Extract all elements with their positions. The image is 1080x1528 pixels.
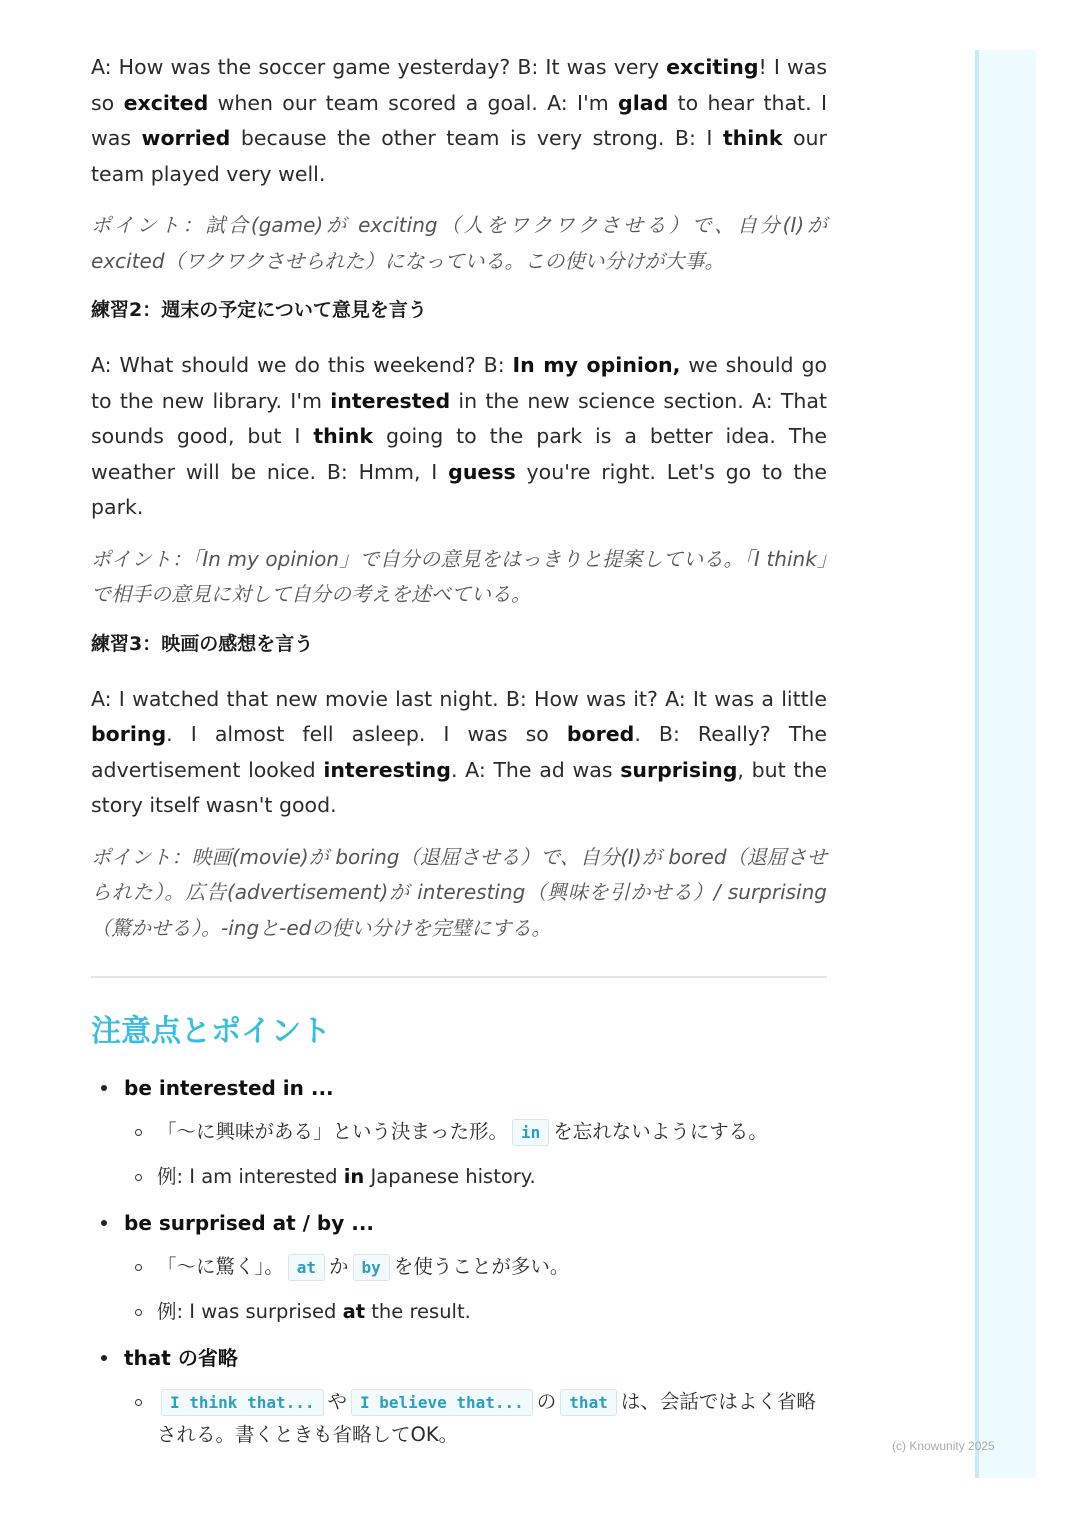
bold-term: boring [91, 722, 167, 746]
note-title: be interested in ... [124, 1076, 334, 1100]
text-run: を使うことが多い。 [393, 1255, 570, 1278]
bold-term: worried [141, 126, 231, 150]
text-run: を忘れないようにする。 [553, 1120, 768, 1143]
bold-term: in [343, 1165, 365, 1188]
note-title: that の省略 [124, 1346, 238, 1370]
copyright-footer: (c) Knowunity 2025 [892, 1439, 995, 1453]
practice2-heading: 練習2：週末の予定について意見を言う [91, 299, 427, 321]
text-run: you're right. Let's go to the park. [91, 459, 827, 519]
bold-term: at [342, 1300, 366, 1323]
text-run: 例: I was surprised [157, 1300, 343, 1323]
code-term: by [353, 1254, 390, 1281]
note-example [124, 1161, 827, 1193]
text-run: Japanese history. [364, 1165, 536, 1188]
note-detail [124, 1386, 827, 1451]
bold-term: interested [330, 388, 451, 413]
text-run: . I almost fell asleep. I was so [166, 722, 567, 746]
note-example [124, 1296, 827, 1328]
text-run: , but the story itself wasn't good. [91, 757, 827, 817]
text-run: の [536, 1390, 557, 1413]
text-run: か [329, 1255, 349, 1278]
code-term: in [512, 1119, 549, 1146]
practice1-point: ポイント：試合(game)が exciting（人をワクワクさせる）で、自分(I)が excited（ワクワクさせられた）になっている。この使い分けが大事。 [91, 213, 827, 273]
code-term: I think that... [161, 1389, 324, 1416]
bold-term: glad [618, 90, 669, 115]
note-detail [124, 1116, 827, 1149]
code-term: that [560, 1389, 617, 1416]
text-run: going to the park is a better idea. The weather will be nice. B: Hmm, I [91, 424, 827, 484]
note-item [91, 1072, 827, 1193]
note-sublist [124, 1116, 827, 1193]
section-divider [91, 976, 827, 978]
note-item [91, 1207, 827, 1328]
text-run: we should go to the new library. I'm [91, 353, 827, 413]
bold-term: surprising [620, 757, 738, 782]
practice3-point: ポイント：映画(movie)が boring（退屈させる）で、自分(I)が bored（退屈させられた）。広告(advertisement)が interesting（興味を引かせる）/ surprising（驚かせる）。-ingと-edの使い分けを完璧にする。 [91, 844, 827, 940]
text-run: in the new science section. A: That sounds good, but I [91, 388, 827, 448]
text-run: 「〜に興味がある」という決まった形。 [157, 1120, 509, 1143]
text-run: A: What should we do this weekend? B: [91, 353, 513, 377]
bold-term: think [313, 424, 374, 448]
text-run: A: How was the soccer game yesterday? B: It was very [91, 55, 667, 79]
sidebar-accent [975, 50, 1036, 1478]
bold-term: In my opinion, [512, 353, 681, 377]
text-run: A: I watched that new movie last night. B: How was it? A: It was a little [91, 686, 827, 711]
notes-list [91, 1072, 827, 1451]
note-item [91, 1342, 827, 1451]
text-run: when our team scored a goal. A: I'm [208, 90, 619, 115]
text-run: our team played very well. [91, 126, 827, 186]
notes-heading: 注意点とポイント [91, 1014, 331, 1049]
text-run: . B: Really? The advertisement looked [91, 722, 827, 782]
practice3-heading: 練習3：映画の感想を言う [91, 632, 314, 655]
note-sublist [124, 1251, 827, 1328]
note-detail [124, 1251, 827, 1284]
practice2-dialog [91, 348, 827, 526]
document-body [91, 50, 827, 1465]
bold-term: bored [566, 722, 635, 746]
text-run: 例: I am interested [157, 1165, 344, 1188]
bold-term: excited [123, 90, 209, 115]
bold-term: exciting [666, 55, 759, 79]
text-run: は、会話ではよく省略される。書くときも省略してOK。 [157, 1390, 816, 1446]
bold-term: guess [448, 459, 516, 484]
text-run: to hear that. I was [91, 90, 827, 150]
text-run: the result. [365, 1300, 471, 1323]
note-title: be surprised at / by ... [124, 1211, 375, 1235]
text-run: 「〜に驚く」。 [157, 1255, 284, 1278]
text-run: because the other team is very strong. B: I [230, 126, 723, 150]
text-run: や [327, 1390, 348, 1413]
code-term: at [288, 1254, 325, 1281]
practice2-point: ポイント：「In my opinion」で自分の意見をはっきりと提案している。「I think」で相手の意見に対して自分の考えを述べている。 [91, 546, 827, 606]
text-run: . A: The ad was [450, 757, 621, 782]
practice1-dialog [91, 50, 827, 192]
bold-term: interesting [323, 757, 451, 782]
bold-term: think [722, 126, 783, 150]
code-term: I believe that... [351, 1389, 533, 1416]
practice3-dialog [91, 682, 827, 824]
note-sublist [124, 1386, 827, 1451]
text-run: ! I was so [91, 55, 828, 115]
